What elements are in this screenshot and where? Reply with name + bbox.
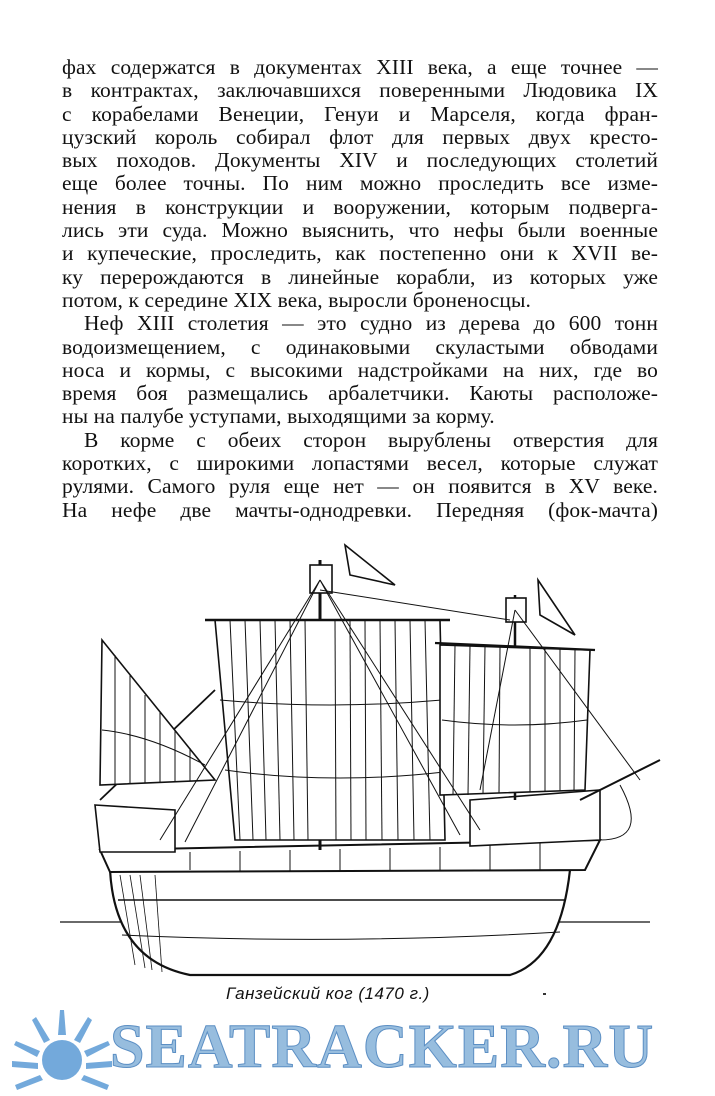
text-line: водоизмещением, с одинаковыми скуластыми обводами	[62, 334, 658, 359]
text-line: ны на палубе уступами, выходящими за корму.	[62, 404, 495, 429]
text-line: коротких, с широкими лопастями весел, которые служат	[62, 451, 658, 476]
paragraph-1	[62, 56, 658, 312]
text-line: На нефе две мачты-однодревки. Передняя (фок-мачта)	[62, 497, 658, 522]
text-line: цузский король собирал флот для первых двух кресто-	[62, 124, 658, 149]
text-line: потом, к середине XIX века, выросли броненосцы.	[62, 287, 532, 312]
text-line: нения в конструкции и вооружении, которым подверга-	[62, 194, 658, 219]
text-line: в контрактах, заключавшихся поверенными Людовика IX	[62, 78, 658, 103]
text-line: с корабелами Венеции, Генуи и Марселя, когда фран-	[62, 101, 658, 126]
text-line: В корме с обеих сторон вырублены отверстия для	[84, 427, 658, 452]
text-line: лись эти суда. Можно выяснить, что нефы были военные	[62, 218, 658, 243]
figure-caption: Ганзейский ког (1470 г.)	[226, 984, 430, 1003]
body-text	[62, 56, 658, 522]
text-line: ку перерождаются в линейные корабли, из которых уже	[62, 264, 658, 289]
text-line: рулями. Самого руля еще нет — он появится в XV веке.	[62, 474, 658, 499]
text-line: Неф XIII столетия — это судно из дерева до 600 тонн	[84, 311, 658, 336]
text-line: и купеческие, проследить, как постепенно они к XVII ве-	[62, 241, 658, 266]
text-line: еще более точны. По ним можно проследить все изме-	[62, 171, 658, 196]
paragraph-3	[62, 429, 658, 522]
watermark-text: SEATRACKER.RU	[110, 1013, 655, 1081]
text-line: носа и кормы, с высокими надстройками на них, где во	[62, 357, 658, 382]
sun-icon	[12, 1005, 112, 1095]
text-line: время боя размещались арбалетчики. Каюты расположе-	[62, 381, 658, 406]
ship-illustration	[40, 540, 680, 980]
paragraph-2	[62, 312, 658, 428]
text-line: фах содержатся в документах XIII века, а еще точнее —	[62, 55, 658, 79]
text-line: вых походов. Документы XIV и последующих столетий	[62, 148, 658, 173]
